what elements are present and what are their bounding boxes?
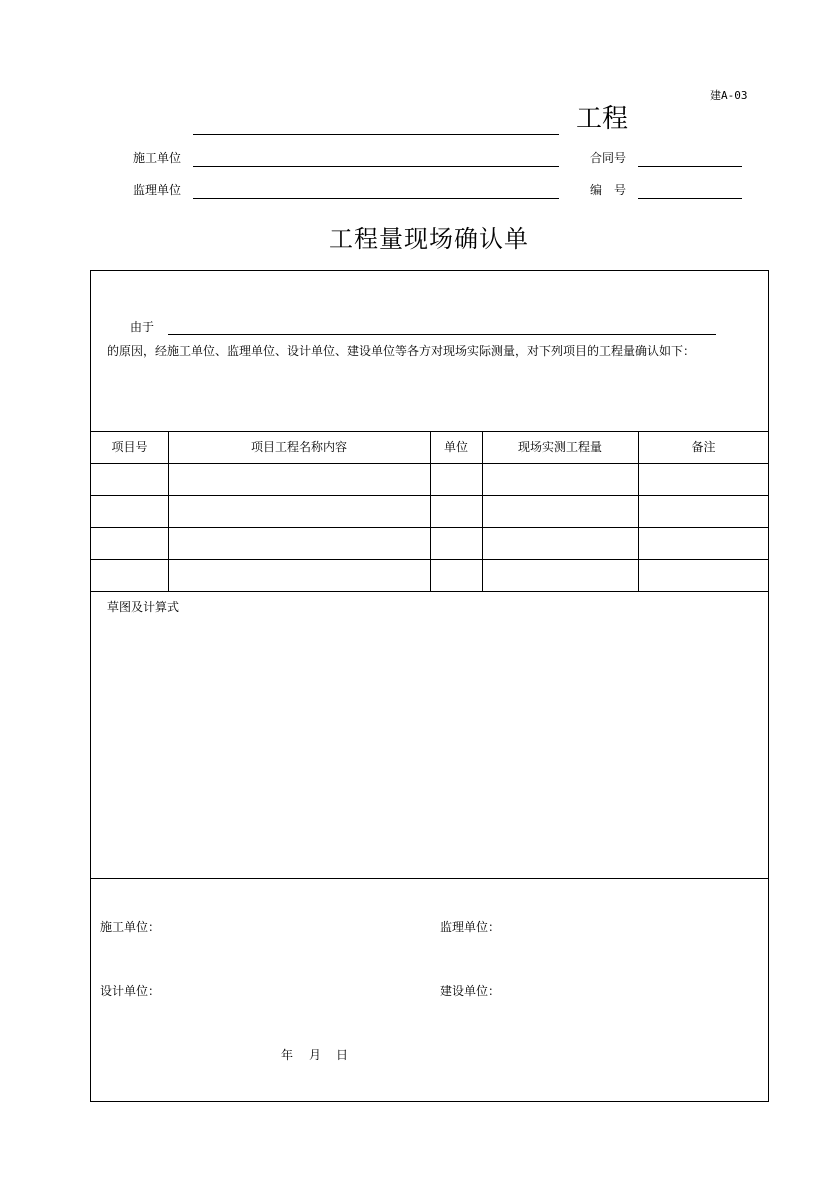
owner-signature-label: 建设单位： (440, 984, 501, 998)
col-header-measured-quantity: 现场实测工程量 (517, 440, 602, 454)
signature-divider (91, 878, 768, 879)
project-suffix: 工程 (576, 104, 629, 134)
project-name-field[interactable] (193, 134, 559, 135)
design-signature-label: 设计单位： (100, 984, 161, 998)
date-year: 年 (281, 1048, 294, 1062)
construction-unit-label: 施工单位 (133, 151, 182, 165)
construction-signature-label: 施工单位： (100, 920, 161, 934)
reason-field[interactable] (168, 334, 716, 335)
page-title: 工程量现场确认单 (329, 225, 529, 253)
table-row[interactable] (91, 464, 769, 495)
contract-no-field[interactable] (638, 166, 742, 167)
sketch-area[interactable] (91, 616, 769, 878)
serial-no-label: 编 号 (590, 183, 627, 197)
date-day: 日 (336, 1048, 349, 1062)
date-month: 月 (309, 1048, 322, 1062)
form-code: 建A-03 (710, 89, 748, 102)
serial-no-field[interactable] (638, 198, 742, 199)
reason-statement: 的原因，经施工单位、监理单位、设计单位、建设单位等各方对现场实际测量，对下列项目的工程量确认如下： (107, 344, 696, 358)
col-header-item-name: 项目工程名称内容 (250, 440, 347, 454)
col-header-remarks: 备注 (691, 440, 716, 454)
sketch-label: 草图及计算式 (107, 600, 180, 614)
form-frame (90, 270, 769, 1102)
table-bottom-border (91, 591, 768, 592)
construction-unit-field[interactable] (193, 166, 559, 167)
supervision-signature-label: 监理单位： (440, 920, 501, 934)
table-row[interactable] (91, 528, 769, 559)
col-header-item-no: 项目号 (111, 440, 148, 454)
supervision-unit-field[interactable] (193, 198, 559, 199)
table-row[interactable] (91, 496, 769, 527)
supervision-unit-label: 监理单位 (133, 183, 182, 197)
reason-prefix: 由于 (130, 320, 155, 334)
contract-no-label: 合同号 (590, 151, 627, 165)
col-header-unit: 单位 (443, 440, 468, 454)
table-row[interactable] (91, 560, 769, 591)
